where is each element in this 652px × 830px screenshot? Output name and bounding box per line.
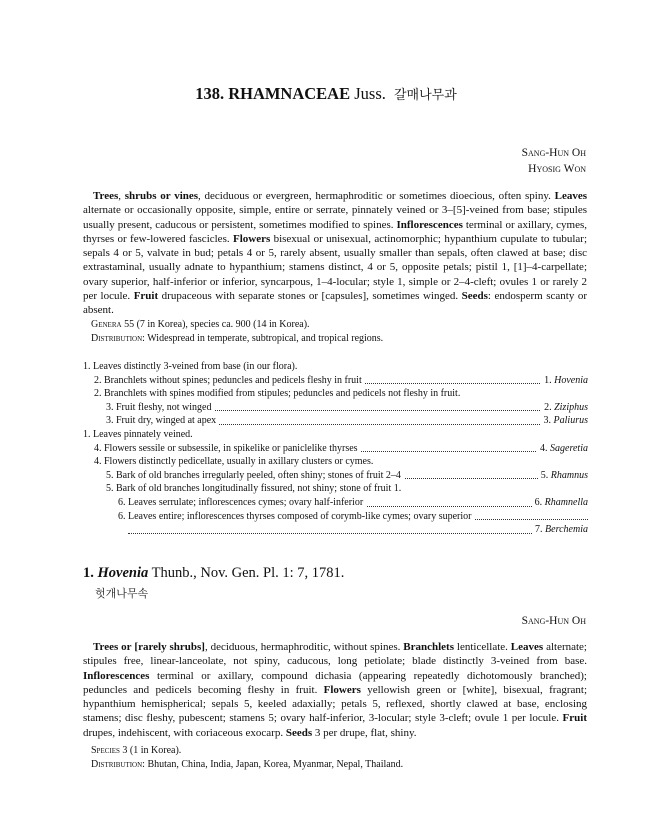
key-couplet xyxy=(83,401,588,415)
genus-citation: Thunb., Nov. Gen. Pl. 1: 7, 1781. xyxy=(148,565,345,581)
description-text: terminal or axillary, cymes, thyrses or few-lowered fascicles. xyxy=(83,218,587,245)
key-lead-text: 1. Leaves distinctly 3-veined from base (in our flora). xyxy=(83,360,300,374)
bold-term: Flowers xyxy=(232,232,271,245)
family-number: 138. xyxy=(195,84,225,103)
key-result-genus: Rhamnella xyxy=(544,496,588,508)
genus-distribution-text: : Bhutan, China, India, Japan, Korea, Myanmar, Nepal, Thailand. xyxy=(142,759,404,770)
description-text: : endosperm scanty or absent. xyxy=(83,290,587,317)
key-lead-text: 6. Leaves entire; inflorescences thyrses composed of corymb-like cymes; ovary superior xyxy=(118,510,475,524)
description-text: drupaceous with separate stones or [capsules], sometimes winged. xyxy=(158,290,462,303)
key-lead-text: 6. Leaves serrulate; inflorescences cymes; ovary half-inferior xyxy=(118,496,366,510)
key-lead-text: 5. Bark of old branches longitudinally fissured, not shiny; stone of fruit 1. xyxy=(106,482,404,496)
bold-term: Flowers xyxy=(323,683,361,696)
description-text: alternate; stipules free, linear-lanceolate, not spiny, caducous, long petiolate; blade distinctly 3-veined from base. xyxy=(83,641,587,668)
genus-author: Sang-Hun Oh xyxy=(521,615,586,627)
key-result: 5. Rhamnus xyxy=(538,469,588,483)
description-text: lenticellate. xyxy=(454,641,511,653)
key-lead-text: 4. Flowers sessile or subsessile, in spikelike or paniclelike thyrses xyxy=(94,442,361,456)
bold-term: Leaves xyxy=(510,641,544,653)
genera-text: 55 (7 in Korea), species ca. 900 (14 in Korea). xyxy=(121,319,310,330)
key-lead-text: 5. Bark of old branches irregularly peeled, often shiny; stones of fruit 2–4 xyxy=(106,469,404,483)
genus-distribution xyxy=(91,758,403,772)
key-couplet xyxy=(83,360,588,374)
genus-heading xyxy=(83,565,344,582)
key-result-genus: Hovenia xyxy=(554,374,588,386)
description-text: terminal or axillary, compound dichasia (appearing repeatedly dichotomously branched); peduncles and pedicels becoming fleshy in fruit. xyxy=(83,669,587,696)
identification-key xyxy=(83,360,588,537)
bold-term: Seeds xyxy=(285,726,313,739)
key-lead-text: 2. Branchlets without spines; peduncles and pedicels fleshy in fruit xyxy=(94,374,365,388)
author-2: Hyosig Won xyxy=(528,163,586,175)
key-couplet xyxy=(83,496,588,510)
bold-term: Trees or xyxy=(93,641,132,653)
description-text: , deciduous, hermaphroditic, without spines. xyxy=(204,641,404,653)
key-couplet xyxy=(83,510,588,524)
genus-description xyxy=(83,640,587,740)
key-lead-text: 1. Leaves pinnately veined. xyxy=(83,428,196,442)
family-distribution xyxy=(91,332,383,346)
key-result: 1. Hovenia xyxy=(541,374,588,388)
description-text: , deciduous or evergreen, hermaphroditic or sometimes dioecious, often spiny. xyxy=(198,190,555,202)
key-couplet xyxy=(83,469,588,483)
key-result: 6. Rhamnella xyxy=(532,496,588,510)
genera-label: Genera xyxy=(91,319,122,330)
bold-term: Branchlets xyxy=(403,641,455,653)
family-name: RHAMNACEAE xyxy=(228,84,351,103)
genera-count xyxy=(91,318,310,332)
description-text: yellowish green or [white], bisexual, fragrant; hypanthium hemispherical; sepals 5, keeled adaxially; petals 5, reflexed, shortly clawed at base, enclosing stamens; disc fleshy, pubescent; stamens 5; ovary half-inferior, 3-locular; style 3-cleft; ovule 1 per locule. xyxy=(83,683,587,725)
key-couplet xyxy=(83,387,588,401)
key-lead-text: 2. Branchlets with spines modified from stipules; peduncles and pedicels not fleshy in fruit. xyxy=(94,387,463,401)
bold-term: [rarely shrubs] xyxy=(134,641,205,653)
key-result: 4. Sageretia xyxy=(537,442,588,456)
species-count xyxy=(91,744,181,758)
genus-korean-name: 헛개나무속 xyxy=(95,587,149,600)
bold-term: Inflorescences xyxy=(396,218,463,231)
bold-term: Trees xyxy=(93,190,119,202)
description-text: 3 per drupe, flat, shiny. xyxy=(312,726,417,739)
key-result: 7. Berchemia xyxy=(532,523,588,537)
genus-number: 1. xyxy=(83,565,94,581)
distribution-label: Distribution xyxy=(91,333,143,344)
key-couplet xyxy=(83,442,588,456)
key-lead-text: 3. Fruit fleshy, not winged xyxy=(106,401,214,415)
bold-term: shrubs or vines xyxy=(124,190,199,202)
species-label: Species xyxy=(91,745,120,756)
key-couplet xyxy=(83,428,588,442)
bold-term: Fruit xyxy=(133,290,159,303)
key-result-genus: Ziziphus xyxy=(554,401,588,413)
bold-term: Leaves xyxy=(554,190,588,202)
genus-name: Hovenia xyxy=(97,565,149,581)
key-lead-text: 3. Fruit dry, winged at apex xyxy=(106,414,219,428)
family-korean-name: 갈매나무과 xyxy=(394,88,457,103)
species-text: 3 (1 in Korea). xyxy=(119,745,182,756)
description-text: alternate or occasionally opposite, simple, entire or serrate, pinnately veined or 3–[5]-veined from base; stipules usually present, caducous or persistent, sometimes modified to spines. xyxy=(83,204,587,231)
key-result-genus: Berchemia xyxy=(545,524,588,536)
description-text: drupes, indehiscent, with coriaceous exocarp. xyxy=(83,726,286,739)
key-couplet xyxy=(83,482,588,496)
key-lead-text: 4. Flowers distinctly pedicellate, usually in axillary clusters or cymes. xyxy=(94,455,376,469)
bold-term: Seeds xyxy=(461,290,488,303)
family-authority: Juss. xyxy=(354,84,386,103)
key-result-genus: Rhamnus xyxy=(550,469,588,481)
bold-term: Inflorescences xyxy=(83,669,150,682)
description-text: , xyxy=(118,190,125,202)
key-couplet xyxy=(83,414,588,428)
genus-distribution-label: Distribution xyxy=(91,759,143,770)
bold-term: Fruit xyxy=(562,712,587,725)
author-1: Sang-Hun Oh xyxy=(521,147,586,159)
distribution-text: : Widespread in temperate, subtropical, and tropical regions. xyxy=(142,333,384,344)
key-couplet xyxy=(83,455,588,469)
leader-dots xyxy=(128,532,588,534)
key-result-genus: Paliurus xyxy=(553,415,588,427)
key-result: 3. Paliurus xyxy=(541,414,588,428)
key-result-genus: Sageretia xyxy=(550,442,588,454)
key-result: 2. Ziziphus xyxy=(541,401,588,415)
family-description xyxy=(83,189,587,318)
description-text: bisexual or unisexual, actinomorphic; hypanthium cupulate to tubular; sepals 4 or 5, valvate in bud; petals 4 or 5, rarely absent, usually smaller than sepals, often clawed at base; disc extrastaminal, usually adnate to hypanthium; stamens distinct, 4 or 5, opposite petals; pistil 1, [1]–4-carpellate; ovary superior, half-inferior or inferior, syncarpous, 1–4-locular; style 1, simple or 2–4-cleft; ovules 1 or rarely 2 per locule. xyxy=(83,232,587,303)
key-couplet xyxy=(83,523,588,537)
family-title xyxy=(0,84,652,104)
key-couplet xyxy=(83,374,588,388)
